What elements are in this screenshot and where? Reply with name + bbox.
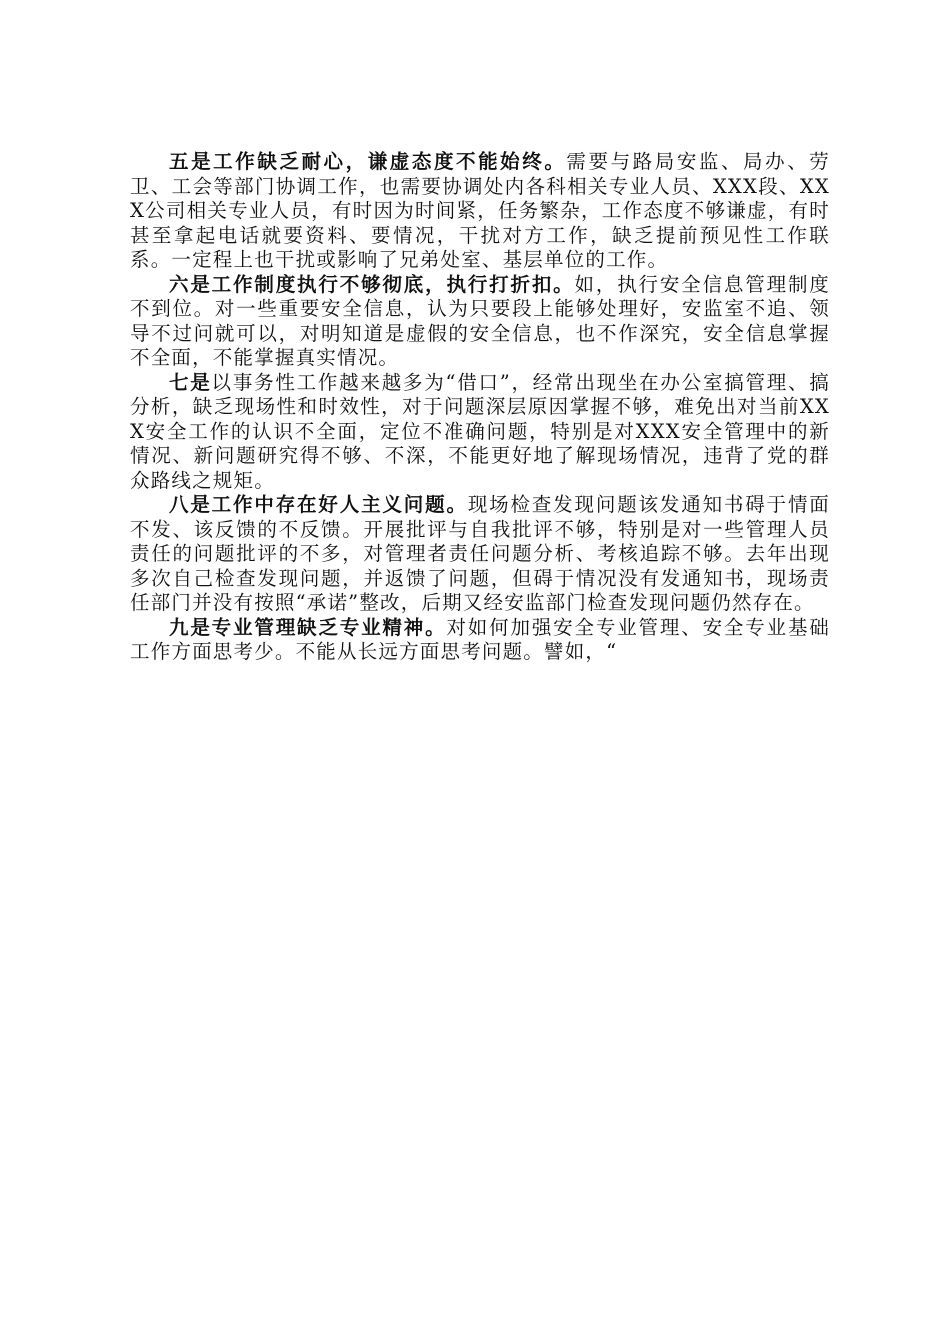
paragraph-text: 现场检查发现问题该发通知书碍于情面不发、该反馈的不反馈。开展批评与自我批评不够，特别是对一些管理人员责任的问题批评的不多，对管理者责任问题分析、考核追踪不够。去年出现多次自己检查发现问题，并返馈了问题，但碍于情况没有发通知书，现场责任部门并没有按照“承诺”整改，后期又经安监部门检查发现问题仍然存在。 bbox=[130, 493, 830, 614]
paragraph-seven bbox=[130, 371, 830, 494]
paragraph-five bbox=[130, 150, 830, 273]
paragraph-text: 对如何加强安全专业管理、安全专业基础工作方面思考少。不能从长远方面思考问题。譬如，“ bbox=[130, 615, 830, 663]
paragraph-lead: 五是工作缺乏耐心，谦虚态度不能始终。 bbox=[169, 150, 567, 173]
paragraph-eight bbox=[130, 493, 830, 616]
document-body bbox=[130, 150, 830, 665]
paragraph-six bbox=[130, 273, 830, 371]
paragraph-lead: 六是工作制度执行不够彻底，执行打折扣。 bbox=[169, 272, 575, 296]
paragraph-nine bbox=[130, 616, 830, 665]
paragraph-text: 需要与路局安监、局办、劳卫、工会等部门协调工作，也需要协调处内各科相关专业人员、XXX段、XXX公司相关专业人员，有时因为时间紧，任务繁杂，工作态度不够谦虚，有时甚至拿起电话就要资料、要情况，干扰对方工作，缺乏提前预见性工作联系。一定程上也干扰或影响了兄弟处室、基层单位的工作。 bbox=[130, 150, 830, 271]
paragraph-lead: 八是工作中存在好人主义问题。 bbox=[169, 493, 468, 516]
paragraph-text: 以事务性工作越来越多为“借口”，经常出现坐在办公室搞管理、搞分析，缺乏现场性和时效性，对于问题深层原因掌握不够，难免出对当前XXX安全工作的认识不全面，定位不准确问题，特别是对XXX安全管理中的新情况、新问题研究得不够、不深，不能更好地了解现场情况，违背了党的群众路线之规矩。 bbox=[130, 370, 830, 492]
paragraph-lead: 七是 bbox=[169, 370, 212, 394]
paragraph-text: 如，执行安全信息管理制度不到位。对一些重要安全信息，认为只要段上能够处理好，安监室不追、领导不过问就可以，对明知道是虚假的安全信息，也不作深究，安全信息掌握不全面，不能掌握真实情况。 bbox=[130, 272, 830, 369]
paragraph-lead: 九是专业管理缺乏专业精神。 bbox=[169, 615, 447, 639]
